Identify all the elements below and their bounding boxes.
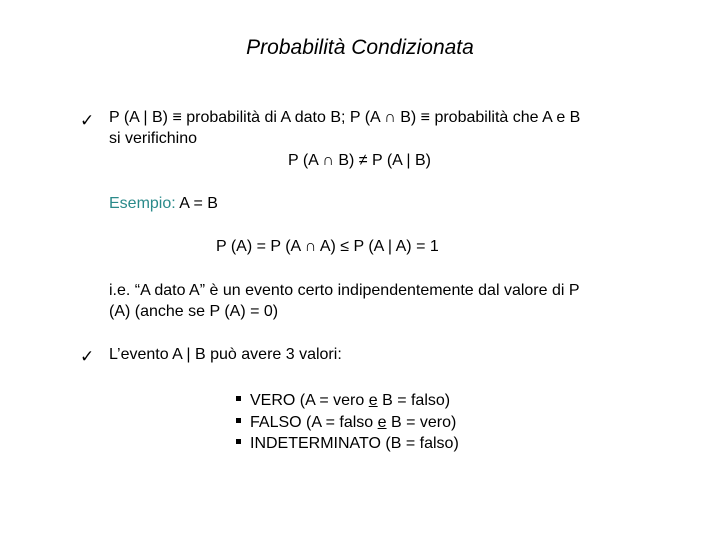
checkmark-icon: ✓ <box>80 111 95 130</box>
example-text: A = B <box>179 195 218 212</box>
value-pre: VERO (A = vero <box>250 392 369 409</box>
value-pre: INDETERMINATO (B = falso) <box>250 435 459 452</box>
bullet1-line2: si verifichino <box>109 130 198 147</box>
example-note-line2: (A) (anche se P (A) = 0) <box>109 303 279 320</box>
example-note-line1: i.e. “A dato A” è un evento certo indipendentemente dal valore di P <box>109 282 580 299</box>
value-conj: e <box>377 414 387 431</box>
value-post: B = falso) <box>377 392 451 409</box>
square-bullet-icon <box>236 418 241 423</box>
example-line <box>109 193 218 214</box>
value-item-indeterminato <box>236 433 459 454</box>
example-formula: P (A) = P (A ∩ A) ≤ P (A | A) = 1 <box>216 238 439 255</box>
value-item-vero <box>236 390 450 411</box>
bullet2-text: L’evento A | B può avere 3 valori: <box>109 346 342 363</box>
square-bullet-icon <box>236 396 241 401</box>
value-pre: FALSO (A = falso <box>250 414 378 431</box>
bullet1-line1: P (A | B) ≡ probabilità di A dato B; P (A ∩ B) ≡ probabilità che A e B <box>109 109 581 126</box>
checkmark-icon: ✓ <box>80 347 95 366</box>
value-post: B = vero) <box>386 414 457 431</box>
example-label: Esempio: <box>109 195 176 212</box>
value-conj: e <box>368 392 378 409</box>
slide-title: Probabilità Condizionata <box>246 36 474 59</box>
square-bullet-icon <box>236 439 241 444</box>
inequality-formula: P (A ∩ B) ≠ P (A | B) <box>288 152 431 169</box>
value-item-falso <box>236 412 456 433</box>
